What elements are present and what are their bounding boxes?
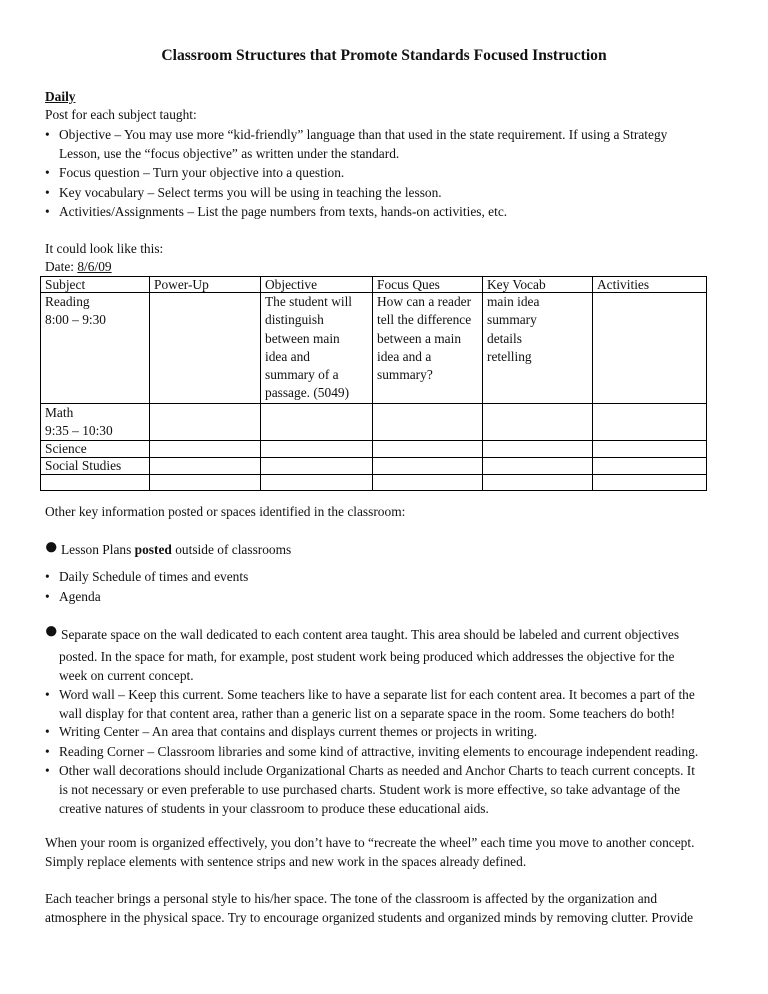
lesson-plans-bold: posted — [134, 542, 172, 557]
table-cell-text: summary — [487, 312, 537, 328]
table-cell-text: retelling — [487, 348, 532, 364]
table-cell — [373, 458, 483, 475]
table-header-cell: Activities — [593, 277, 707, 293]
table-cell — [41, 441, 150, 458]
daily-bullet-1-line-2: Lesson, use the “focus objective” as written under the standard. — [59, 146, 400, 161]
table-cell-text: summary? — [377, 367, 433, 383]
table-header-cell: Power-Up — [150, 277, 261, 293]
table-cell — [483, 475, 593, 491]
table-cell — [41, 458, 150, 475]
daily-heading: Daily — [45, 89, 76, 104]
table-cell — [261, 458, 373, 475]
bullet-dot: • — [45, 165, 50, 180]
table-cell-text: distinguish — [265, 312, 324, 328]
table-row — [41, 458, 707, 475]
table-cell-text: Math — [45, 404, 74, 420]
example-intro: It could look like this: — [45, 241, 164, 256]
daily-bullet-3: Key vocabulary – Select terms you will be using in teaching the lesson. — [59, 185, 442, 200]
separate-space-line-3: week on current concept. — [59, 668, 194, 683]
separate-space-line-1: Separate space on the wall dedicated to each content area taught. This area should be labeled and current objectives — [61, 627, 680, 642]
table-cell — [261, 475, 373, 491]
page-title: Classroom Structures that Promote Standards Focused Instruction — [161, 47, 607, 64]
bullet-dot: • — [45, 185, 50, 200]
table-cell — [373, 293, 483, 404]
table-header-cell: Subject — [41, 277, 150, 293]
table-row — [41, 293, 707, 404]
table-cell-text: passage. (5049) — [265, 385, 350, 401]
date-label: Date: — [45, 259, 78, 274]
bullet-dot: • — [45, 744, 50, 759]
daily-bullet-4: Activities/Assignments – List the page numbers from texts, hands-on activities, etc. — [59, 204, 508, 219]
large-bullet-dot: ● — [44, 534, 59, 560]
table-cell — [483, 403, 593, 441]
table-cell-text: How can a reader — [377, 294, 472, 309]
table-cell — [150, 403, 261, 441]
table-cell-text: idea and — [265, 348, 310, 364]
daily-intro: Post for each subject taught: — [45, 107, 197, 122]
bullet-dot: • — [45, 687, 50, 702]
table-header-cell: Key Vocab — [483, 277, 593, 293]
table-row — [41, 403, 707, 441]
table-cell — [593, 475, 707, 491]
separate-space-line-2: posted. In the space for math, for example, post student work being produced which addresses the objective for the — [59, 649, 675, 664]
writing-center-item: Writing Center – An area that contains and displays current themes or projects in writing. — [59, 724, 538, 739]
table-cell — [150, 458, 261, 475]
table-cell-text: Science — [45, 441, 87, 457]
table-cell — [261, 441, 373, 458]
table-cell-text: between a main — [377, 330, 462, 346]
closing-para-1-line-2: Simply replace elements with sentence strips and new work in the spaces already defined. — [45, 854, 527, 869]
table-cell-text: between main — [265, 330, 340, 346]
daily-bullet-1-line-1: Objective – You may use more “kid-friendly” language than that used in the state requirement. If using a Strategy — [59, 127, 668, 142]
word-wall-line-2: wall display for that content area, rather than a generic list on a separate space in the room. Some teachers do both! — [59, 706, 676, 721]
table-row — [41, 441, 707, 458]
daily-bullet-2: Focus question – Turn your objective into a question. — [59, 165, 345, 180]
word-wall-line-1: Word wall – Keep this current. Some teachers like to have a separate list for each content area. It becomes a part of the — [59, 687, 695, 702]
table-cell — [593, 293, 707, 404]
table-cell — [261, 403, 373, 441]
closing-para-2-line-2: atmosphere in the physical space. Try to encourage organized students and organized minds by removing clutter. Provide — [45, 910, 694, 925]
date-value: 8/6/09 — [77, 259, 112, 274]
table-cell — [483, 293, 593, 404]
wall-decorations-line-2: is not necessary or even preferable to use purchased charts. Student work is more effective, so take advantage of the — [59, 782, 681, 797]
table-cell — [593, 441, 707, 458]
daily-schedule-item: Daily Schedule of times and events — [59, 569, 249, 584]
table-cell — [261, 293, 373, 404]
reading-corner-item: Reading Corner – Classroom libraries and some kind of attractive, inviting elements to encourage independent reading. — [59, 744, 699, 759]
bullet-dot: • — [45, 589, 50, 604]
other-intro: Other key information posted or spaces identified in the classroom: — [45, 504, 406, 519]
lesson-plans-item — [61, 541, 291, 559]
closing-para-1-line-1: When your room is organized effectively, you don’t have to “recreate the wheel” each time you move to another concept. — [45, 835, 695, 850]
table-cell-text: The student will — [265, 294, 353, 309]
table-header-row — [41, 277, 707, 293]
table-cell — [41, 293, 150, 404]
bullet-dot: • — [45, 763, 50, 778]
table-cell — [41, 403, 150, 441]
table-cell-text: 9:35 – 10:30 — [45, 423, 113, 439]
table-cell-text: summary of a — [265, 367, 339, 383]
table-cell — [593, 458, 707, 475]
table-cell — [483, 458, 593, 475]
table-header-cell: Objective — [261, 277, 373, 293]
bullet-dot: • — [45, 569, 50, 584]
table-cell-text: main idea — [487, 294, 540, 309]
agenda-item: Agenda — [59, 589, 101, 604]
bullet-dot: • — [45, 724, 50, 739]
table-cell — [483, 441, 593, 458]
table-cell — [150, 441, 261, 458]
table-header-cell: Focus Ques — [373, 277, 483, 293]
table-cell — [150, 475, 261, 491]
table-cell — [150, 293, 261, 404]
wall-decorations-line-1: Other wall decorations should include Organizational Charts as needed and Anchor Charts to teach current concepts. It — [59, 763, 695, 778]
date-line — [45, 258, 112, 276]
bullet-dot: • — [45, 127, 50, 142]
table-cell-text: details — [487, 330, 522, 346]
table-cell-text: Social Studies — [45, 458, 122, 474]
wall-decorations-line-3: creative natures of students in your classroom to produce these educational aids. — [59, 801, 489, 816]
table-cell-text: 8:00 – 9:30 — [45, 312, 107, 328]
table-cell-text: tell the difference — [377, 312, 472, 328]
table-cell — [41, 475, 150, 491]
table-cell — [593, 403, 707, 441]
large-bullet-dot: ● — [44, 618, 59, 644]
bullet-dot: • — [45, 204, 50, 219]
table-cell — [373, 475, 483, 491]
table-cell-text: idea and a — [377, 348, 432, 364]
lesson-plans-text: Lesson Plans — [61, 542, 135, 557]
closing-para-2-line-1: Each teacher brings a personal style to his/her space. The tone of the classroom is affected by the organization and — [45, 891, 658, 906]
table-cell — [373, 403, 483, 441]
lesson-plans-text-end: outside of classrooms — [171, 542, 292, 557]
table-cell — [373, 441, 483, 458]
table-cell-text: Reading — [45, 294, 90, 309]
schedule-table — [40, 276, 707, 491]
table-row — [41, 475, 707, 491]
